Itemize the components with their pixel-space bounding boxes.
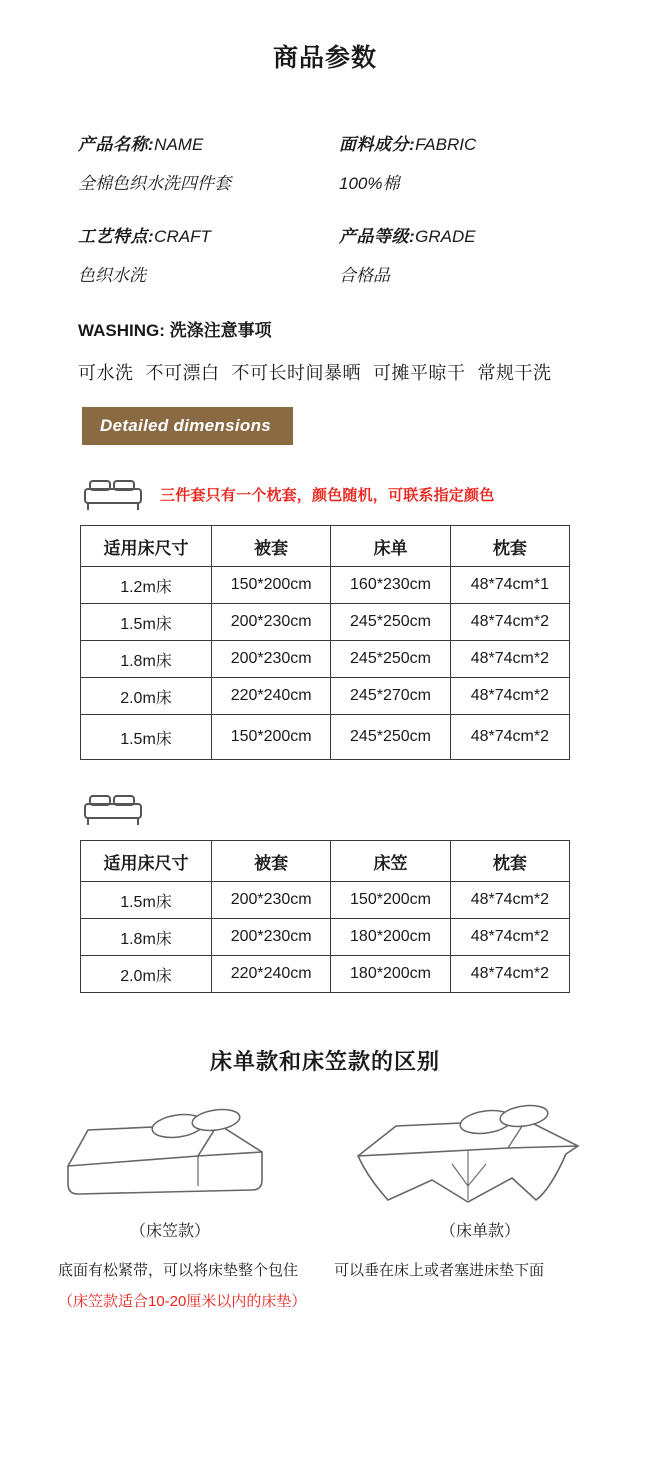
washing-item: 可水洗 [78,363,134,383]
table-header-cell: 枕套 [450,526,569,567]
page-title: 商品参数 [272,44,377,72]
table-row [81,956,570,993]
table-cell: 48*74cm*2 [450,604,569,641]
table-header-row [81,526,570,567]
fitted-sheet-illustration [30,1094,310,1214]
bed-icon-row-1 [82,475,650,513]
spec-label-cn: 产品名称: [78,135,155,154]
spec-label [339,130,580,155]
table-cell: 48*74cm*1 [450,567,569,604]
compare-desc-right [316,1259,592,1311]
table-row [81,567,570,604]
washing-item: 不可漂白 [145,363,220,383]
table-cell: 200*230cm [212,919,331,956]
table-cell: 200*230cm [212,604,331,641]
compare-desc-left-note: （床笠款适合10-20厘米以内的床垫） [58,1293,307,1310]
compare-item-fitted [30,1094,310,1241]
spec-block [0,130,650,308]
spec-cell-grade [329,222,580,308]
spec-label-en: CRAFT [154,227,211,246]
table-header-cell: 被套 [212,526,331,567]
spec-value: 合格品 [339,266,390,285]
spec-label [78,222,329,247]
table-cell: 1.8m床 [81,641,212,678]
washing-item: 不可长时间暴晒 [231,363,361,383]
table-row [81,882,570,919]
table-header-cell: 枕套 [450,841,569,882]
table-row [81,641,570,678]
table-cell: 160*230cm [331,567,450,604]
table-cell: 1.2m床 [81,567,212,604]
compare-caption: （床单款） [439,1223,520,1240]
table-row [81,919,570,956]
table-cell: 48*74cm*2 [450,715,569,760]
spec-cell-fabric [329,130,580,216]
table-cell: 2.0m床 [81,956,212,993]
table-header-row [81,841,570,882]
table-cell: 150*200cm [331,882,450,919]
washing-item: 可摊平晾干 [373,363,466,383]
size-table-fitted [80,840,570,993]
compare-item-flat [340,1094,620,1241]
table-cell: 245*270cm [331,678,450,715]
detailed-dimensions-banner: Detailed dimensions [82,407,293,445]
table-cell: 180*200cm [331,919,450,956]
spec-label-cn: 面料成分: [339,135,416,154]
table-row [81,604,570,641]
compare-desc-right-text: 可以垂在床上或者塞进床垫下面 [334,1262,545,1279]
compare-section-title: 床单款和床笠款的区别 [209,1049,440,1074]
table-header-cell: 被套 [212,841,331,882]
spec-value: 100%棉 [339,174,400,193]
table-cell: 2.0m床 [81,678,212,715]
table-cell: 48*74cm*2 [450,956,569,993]
spec-label [339,222,580,247]
spec-value: 全棉色织水洗四件套 [78,174,231,193]
table-cell: 150*200cm [212,567,331,604]
spec-cell-craft [78,222,329,308]
spec-label-en: FABRIC [415,135,477,154]
size-table-sheet [80,525,570,760]
table-cell: 245*250cm [331,715,450,760]
table-cell: 1.5m床 [81,715,212,760]
washing-title-cn: 洗涤注意事项 [169,321,272,340]
washing-block [0,316,650,385]
spec-cell-name [78,130,329,216]
table-cell: 1.5m床 [81,604,212,641]
table-row [81,715,570,760]
spec-label-en: GRADE [415,227,476,246]
washing-item: 常规干洗 [477,363,552,383]
spec-row [78,222,580,308]
bed-icon [82,790,144,828]
table-cell: 48*74cm*2 [450,919,569,956]
flat-sheet-illustration [340,1094,620,1214]
table-cell: 220*240cm [212,956,331,993]
compare-row [0,1094,650,1241]
table-cell: 200*230cm [212,882,331,919]
compare-desc-left-text: 底面有松紧带，可以将床垫整个包住 [58,1262,299,1279]
spec-value: 色织水洗 [78,266,146,285]
table-row [81,678,570,715]
bed-icon-row-2 [82,790,650,828]
spec-label-en: NAME [154,135,204,154]
table-cell: 48*74cm*2 [450,641,569,678]
spec-row [78,130,580,216]
compare-caption: （床笠款） [129,1223,210,1240]
table-cell: 200*230cm [212,641,331,678]
table-cell: 245*250cm [331,641,450,678]
washing-title [78,316,580,341]
washing-title-en: WASHING: [78,321,165,340]
spec-label-cn: 工艺特点: [78,227,155,246]
table-cell: 48*74cm*2 [450,678,569,715]
pillowcase-note: 三件套只有一个枕套，颜色随机，可联系指定颜色 [160,486,495,504]
table-header-cell: 适用床尺寸 [81,841,212,882]
table-cell: 180*200cm [331,956,450,993]
table-header-cell: 床笠 [331,841,450,882]
table-cell: 1.8m床 [81,919,212,956]
spec-label [78,130,329,155]
table-cell: 220*240cm [212,678,331,715]
compare-desc-left [58,1259,316,1311]
washing-items [78,359,580,385]
table-cell: 1.5m床 [81,882,212,919]
table-header-cell: 适用床尺寸 [81,526,212,567]
bed-icon [82,475,144,513]
spec-label-cn: 产品等级: [339,227,416,246]
table-cell: 150*200cm [212,715,331,760]
compare-descriptions [0,1259,650,1311]
table-cell: 48*74cm*2 [450,882,569,919]
table-cell: 245*250cm [331,604,450,641]
table-header-cell: 床单 [331,526,450,567]
